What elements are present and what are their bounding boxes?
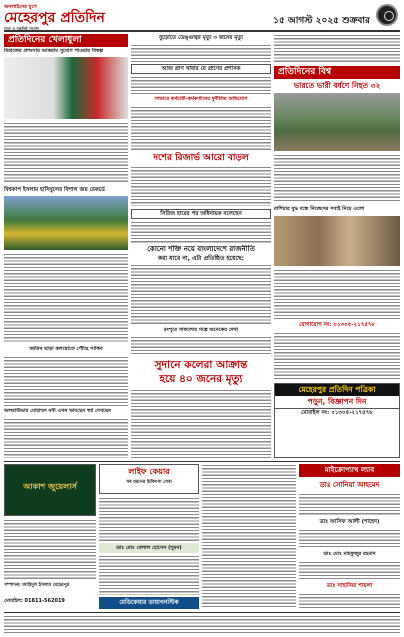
center-article-6	[131, 264, 271, 324]
center-article-5	[131, 221, 271, 243]
center-article-7	[131, 336, 271, 356]
press-ad-title: মেহেরপুর প্রতিদিন পত্রিকা	[275, 384, 399, 396]
center-headline-2: আজ প্রাণ খাবার যে প্রাণের প্রশাসক	[131, 64, 271, 74]
editor-phone: মোবাইল: 01811-562019	[4, 598, 65, 604]
hospital-ad	[202, 464, 296, 609]
doctor-2: ডাঃ আসিফ আলী (শাহেদ)	[319, 519, 380, 525]
clinic-title: লাইফ কেয়ার	[128, 467, 170, 476]
press-ad-phone: মোবাইল নং: ০১৩০৫-২১৭৫৭৮	[275, 408, 399, 418]
doctor-name: ডাঃ মোঃ বেলাল হোসেন (সুমন)	[99, 543, 199, 553]
footer-rule	[4, 612, 400, 613]
center-article-4	[131, 166, 271, 206]
center-headline-6: কোনো শক্তি নয়ে বাংলাদেশে রাজনীতি	[147, 245, 255, 253]
lab-title: মাইক্রোপ্যাথ ল্যাব	[299, 464, 400, 477]
center-headline-7: রংপুরে সাফল্যের গল্পে অনেকের দেখা	[163, 327, 239, 333]
cricketer-photo	[4, 57, 128, 119]
center-headline-1: বুড়োতে ডেঙ্গুজ্বর মৃত্যু ৩ জনের মৃত্যু	[158, 35, 244, 41]
masthead	[4, 4, 122, 30]
flood-photo	[274, 93, 400, 151]
world-article-3	[274, 332, 400, 380]
center-article-2	[131, 76, 271, 94]
meeting-photo	[274, 216, 400, 266]
center-headline-5: সিরিজ হারের পর অধিনায়ক বলেছেন	[131, 209, 271, 219]
diagnostic-banner: মেডিকেয়ার ডায়াগনস্টিক	[99, 597, 199, 609]
doctor-4-details	[299, 593, 400, 609]
clinic-services	[99, 497, 199, 541]
sports-section-title: প্রতিদিনের খেলাধুলা	[4, 34, 128, 47]
world-article-2	[274, 269, 400, 319]
masthead-title: মেহেরপুর প্রতিদিন	[4, 10, 105, 26]
doctor-4: ডাঃ সাহানিয়া শায়লা	[326, 583, 373, 589]
doctor-1-details	[299, 493, 400, 515]
center-headline-3: সাভারে কর্মচারী-কর্মকর্তাদের দুর্নীতির অভিযোগ	[154, 96, 248, 102]
center-article-8	[131, 389, 271, 458]
clinic-ad	[99, 464, 199, 494]
sports-headline-3: জামিন ছাড়া কলম্বোতে পৌঁছে সাকিব	[29, 346, 103, 352]
world-promo: যোগাযোগ নং: ০১৩০৫-২১৭৫৭৮	[298, 322, 376, 328]
doctor-details	[99, 555, 199, 595]
center-headline-4: দশের রিজার্ভ আরো বাড়ল	[153, 153, 249, 163]
sports-article-4	[4, 418, 128, 458]
world-headline-2: রাশিয়ার যুদ্ধ বন্ধে নিজেদের সবাই নিয়ে এলো	[274, 206, 365, 212]
doctor-1: ডাঃ সোনিয়া আহমেদ	[319, 481, 380, 489]
masthead-tagline: অনলাইনের যুগে	[4, 4, 37, 10]
world-section-title: প্রতিদিনের বিশ্ব	[274, 66, 400, 79]
center-headline-6b: করা যাবে না, এটা প্রতিষ্ঠিত হয়েছে:	[157, 255, 245, 262]
sports-article-1	[4, 122, 128, 184]
clinic-subtitle: সব ধরনের চিকিৎসা সেবা	[126, 480, 172, 485]
left-ad-text	[4, 519, 96, 579]
world-headline-1: ভারতে ভারী বর্ষণে নিহত ৩২	[293, 81, 381, 90]
press-ad	[274, 383, 400, 458]
header-rule	[4, 30, 400, 32]
sports-headline-2: বিশ্বকাপ ইসলাম হাসিবুলের বিশাল জয় রেকর্ডে	[4, 187, 105, 193]
center-headline-8b: হয়ে ৪০ জনের মৃত্যু	[159, 373, 243, 385]
world-article-1	[274, 154, 400, 202]
sports-headline-4: অলরাউন্ডার মোহাম্মদ নবী এখন ভাবছেন স্বপ্ন দেখছেন	[4, 408, 112, 414]
footer-imprint	[4, 615, 400, 633]
emblem-icon	[376, 4, 398, 26]
doctor-3: ডাঃ মোঃ মাহফুজুর রহমান	[323, 551, 376, 557]
jewellers-name: আকাশ জুয়েলার্স	[23, 482, 77, 491]
editor-address: সম্পাদক: জাহিদুল ইসলাম মেহেরপুর	[4, 583, 70, 588]
dateline: ১৫ আগস্ট ২০২৫ শুক্রবার	[273, 16, 370, 26]
center-article-1	[131, 44, 271, 62]
team-photo	[4, 196, 128, 250]
sports-headline-1: মিরাজের প্রশংসায় আকরাম সুযোগ পাওয়ার বিকল্প	[4, 48, 104, 54]
right-article-top	[274, 34, 400, 64]
center-article-3	[131, 106, 271, 150]
sports-article-3	[4, 356, 128, 406]
sports-article-2	[4, 253, 128, 343]
masthead-subtitle: সত্য ও বস্তুনিষ্ঠ সংবাদ	[4, 26, 40, 30]
jewellers-ad	[4, 464, 96, 516]
center-headline-8: সুদানে কলেরা আক্রান্ত	[154, 359, 248, 371]
doctor-2-details	[299, 529, 400, 547]
ads-divider	[4, 461, 400, 462]
doctor-3-details	[299, 561, 400, 579]
press-ad-subtitle: পড়ুন, বিজ্ঞাপন দিন	[307, 397, 367, 406]
